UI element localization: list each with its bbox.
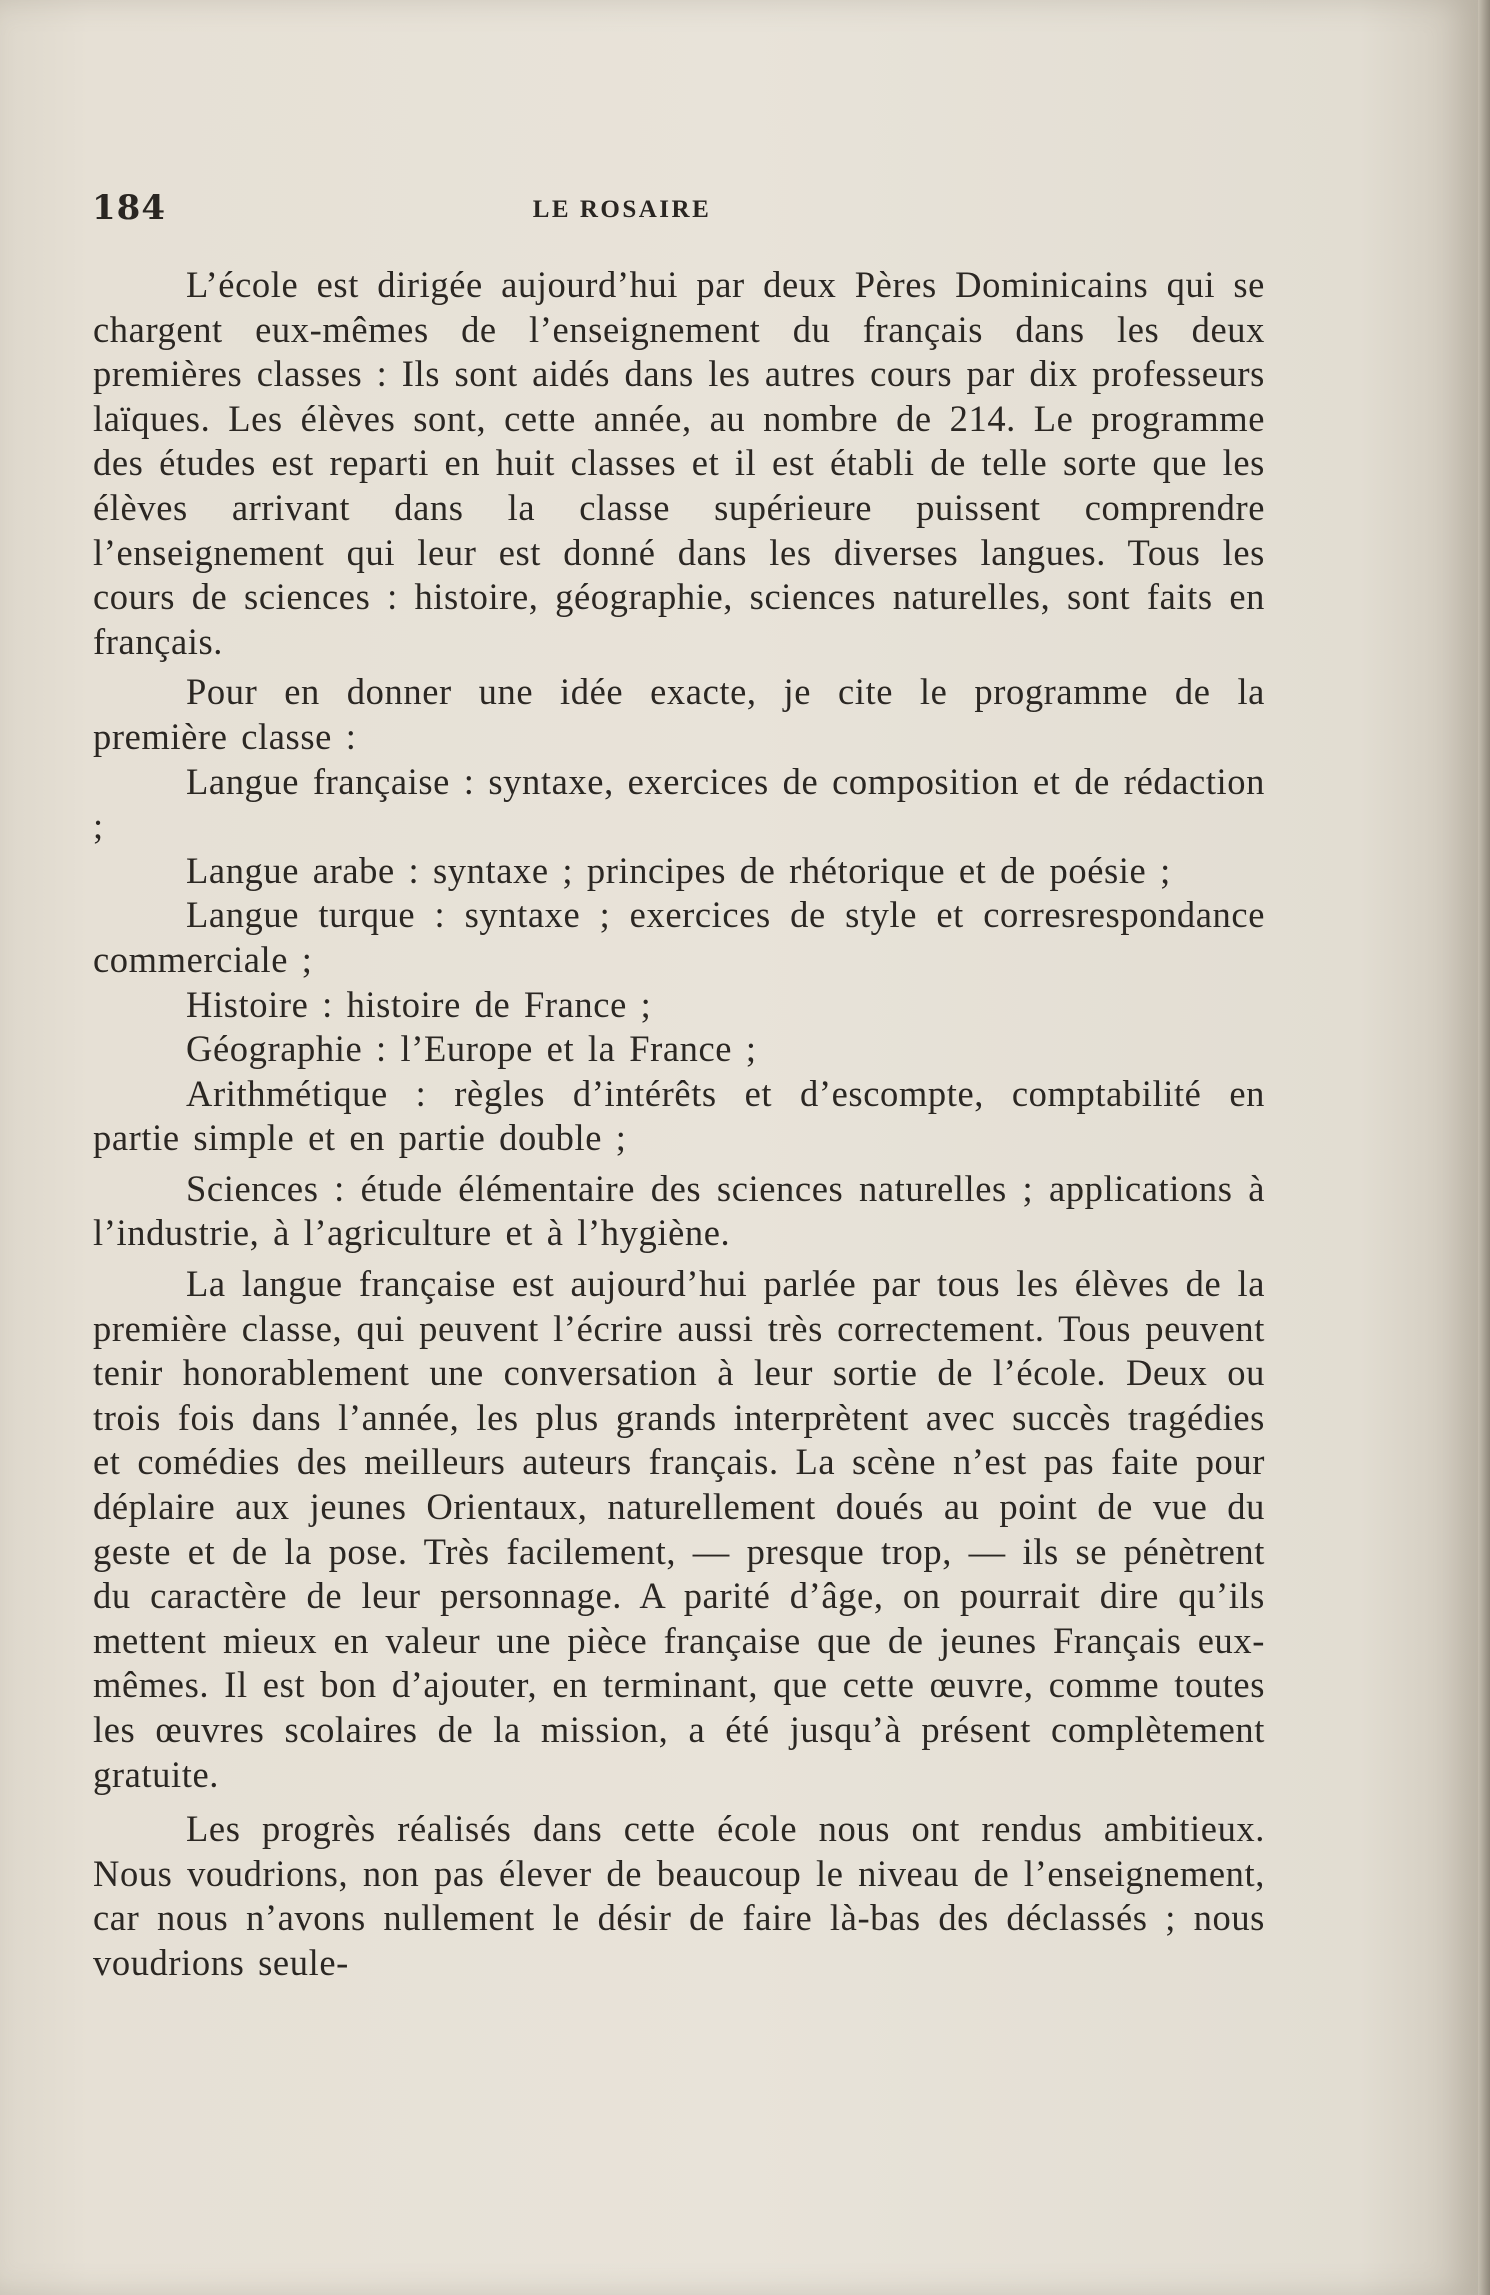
programme-item-arithmetic: Arithmétique : règles d’intérêts et d’escompte, comptabilité en partie simple et en partie double ;: [93, 1072, 1265, 1159]
programme-item-turkish: Langue turque : syntaxe ; exercices de style et corresrespondance commerciale ;: [93, 894, 1265, 980]
paragraph-school-direction: L’école est dirigée aujourd’hui par deux Pères Dominicains qui se chargent eux-mêmes de l’enseignement du français dans les deux premières classes : Ils sont aidés dans les autres cours par dix professeurs laïques. Les élèves sont, cette année, au nombre de 214. Le programme des études est reparti en huit classes et il est établi de telle sorte que les élèves arrivant dans la classe supérieure puissent comprendre l’enseignement qui leur est donné dans les diverses langues. Tous les cours de sciences : histoire, géographie, sciences naturelles, sont faits en français.: [93, 264, 1265, 662]
programme-item-history: Histoire : histoire de France ;: [186, 983, 652, 1025]
page-edge-shadow: [1478, 0, 1490, 2295]
page-number: 184: [92, 188, 166, 228]
programme-item-sciences: Sciences : étude élémentaire des sciences naturelles ; applications à l’industrie, à l’agriculture et à l’hygiène.: [93, 1167, 1265, 1254]
paragraph-french-language: La langue française est aujourd’hui parlée par tous les élèves de la première classe, qui peuvent l’écrire aussi très correctement. Tous peuvent tenir honorablement une conversation à leur sortie de l’école. Deux ou trois fois dans l’année, les plus grands interprètent avec succès tragédies et comédies des meilleurs auteurs français. La scène n’est pas faite pour déplaire aux jeunes Orientaux, naturellement doués au point de vue du geste et de la pose. Très facilement, — presque trop, — ils se pénètrent du caractère de leur personnage. A parité d’âge, on pourrait dire qu’ils mettent mieux en valeur une pièce française que de jeunes Français eux-mêmes. Il est bon d’ajouter, en terminant, que cette œuvre, comme toutes les œuvres scolaires de la mission, a été jusqu’à présent complètement gratuite.: [93, 1263, 1265, 1795]
programme-item-arabic: Langue arabe : syntaxe ; principes de rhétorique et de poésie ;: [186, 849, 1171, 891]
paragraph-programme-intro: Pour en donner une idée exacte, je cite le programme de la première classe :: [93, 671, 1265, 757]
paragraph-progress: Les progrès réalisés dans cette école nous ont rendus ambitieux. Nous voudrions, non pas élever de beaucoup le niveau de l’enseignement, car nous n’avons nullement le désir de faire là-bas des déclassés ; nous voudrions seule-: [93, 1808, 1265, 1983]
programme-item-geography: Géographie : l’Europe et la France ;: [186, 1028, 757, 1070]
body-text: [93, 263, 1265, 1986]
page-header: [92, 188, 1272, 232]
running-title: LE ROSAIRE: [532, 196, 712, 223]
programme-item-french: Langue française : syntaxe, exercices de composition et de rédaction ;: [93, 760, 1265, 847]
